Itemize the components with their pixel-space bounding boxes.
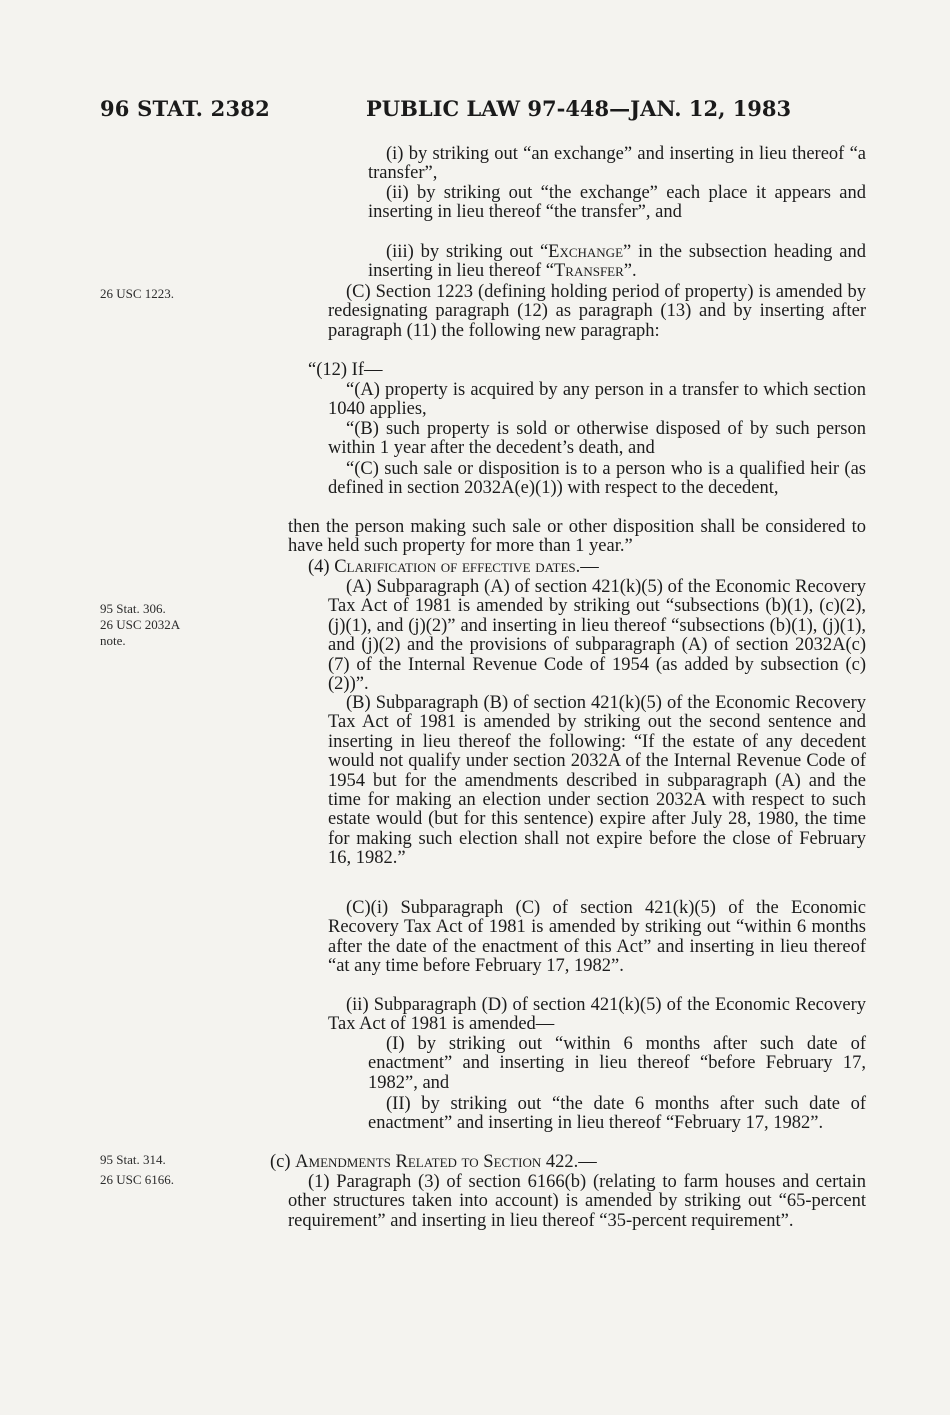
paragraph-12-b: “(B) such property is sold or otherwise disposed of by such person within 1 year after the decedent’s death, and — [328, 419, 866, 459]
subsection-c-1: (1) Paragraph (3) of section 6166(b) (relating to farm houses and certain other structures taken into account) is amended by striking out “65-percent requirement” and inserting in lieu thereof “35-percent requirement”. — [288, 1172, 866, 1231]
section-4-heading: (4) Clarification of effective dates.— — [308, 557, 599, 577]
item-i: (i) by striking out “an exchange” and inserting in lieu thereof “a transfer”, — [368, 144, 866, 184]
page-title: PUBLIC LAW 97-448—JAN. 12, 1983 — [366, 96, 792, 121]
section-4-c-ii: (ii) Subparagraph (D) of section 421(k)(5) of the Economic Recovery Tax Act of 1981 is amended— — [328, 995, 866, 1035]
margin-note-usc-2032a: 26 USC 2032A — [100, 617, 181, 632]
margin-note-stat-306: 95 Stat. 306. — [100, 601, 166, 616]
item-iii: (iii) by striking out “Exchange” in the subsection heading and inserting in lieu thereof “Transfer”. — [368, 242, 867, 282]
section-4-b: (B) Subparagraph (B) of section 421(k)(5) of the Economic Recovery Tax Act of 1981 is amended by striking out the second sentence and inserting in lieu thereof the following: “If the estate of any decedent would not qualify under section 2032A of the Internal Revenue Code of 1954 but for the amendments described in subparagraph (A) and the time for making an election under section 2032A with respect to such estate would (but for this sentence) expire after July 28, 1980, the time for making such election shall not expire before the close of February 16, 1982.” — [328, 693, 866, 869]
page-reference: 96 STAT. 2382 — [100, 96, 270, 121]
section-1223-amendment: (C) Section 1223 (defining holding period of property) is amended by redesignating paragraph (12) as paragraph (13) and by inserting after paragraph (11) the following new paragraph: — [328, 282, 866, 341]
margin-note-stat-314: 95 Stat. 314. — [100, 1152, 166, 1167]
subsection-c-heading: (c) Amendments Related to Section 422.— — [270, 1152, 597, 1172]
margin-note-note: note. — [100, 633, 126, 648]
margin-note-usc-6166: 26 USC 6166. — [100, 1172, 175, 1187]
paragraph-12-c: “(C) such sale or disposition is to a person who is a qualified heir (as defined in section 2032A(e)(1)) with respect to the decedent, — [328, 459, 866, 499]
section-4-c-ii-II: (II) by striking out “the date 6 months after such date of enactment” and inserting in lieu thereof “February 17, 1982”. — [368, 1094, 866, 1134]
margin-note-usc-1223: 26 USC 1223. — [100, 286, 175, 301]
section-4-c-ii-I: (I) by striking out “within 6 months after such date of enactment” and inserting in lieu thereof “before February 17, 1982”, and — [368, 1034, 866, 1093]
paragraph-12-a: “(A) property is acquired by any person in a transfer to which section 1040 applies, — [328, 380, 866, 420]
section-4-a: (A) Subparagraph (A) of section 421(k)(5) of the Economic Recovery Tax Act of 1981 is amended by striking out “subsections (b)(1), (c)(2), (j)(1), and (j)(2)” and inserting in lieu thereof “subsections (b)(1), (j)(1), and (j)(2) and the provisions of subparagraph (A) of section 2032A(c)(7) of the Internal Revenue Code of 1954 (as added by subsection (c)(2))”. — [328, 577, 866, 695]
paragraph-12-conclusion: then the person making such sale or other disposition shall be considered to have held such property for more than 1 year.” — [288, 517, 866, 557]
item-ii: (ii) by striking out “the exchange” each place it appears and inserting in lieu thereof “the transfer”, and — [368, 183, 866, 223]
section-4-c-i: (C)(i) Subparagraph (C) of section 421(k)(5) of the Economic Recovery Tax Act of 1981 is amended by striking out “within 6 months after the date of the enactment of this Act” and inserting in lieu thereof “at any time before February 17, 1982”. — [328, 898, 866, 977]
paragraph-12-lead: “(12) If— — [308, 360, 383, 380]
